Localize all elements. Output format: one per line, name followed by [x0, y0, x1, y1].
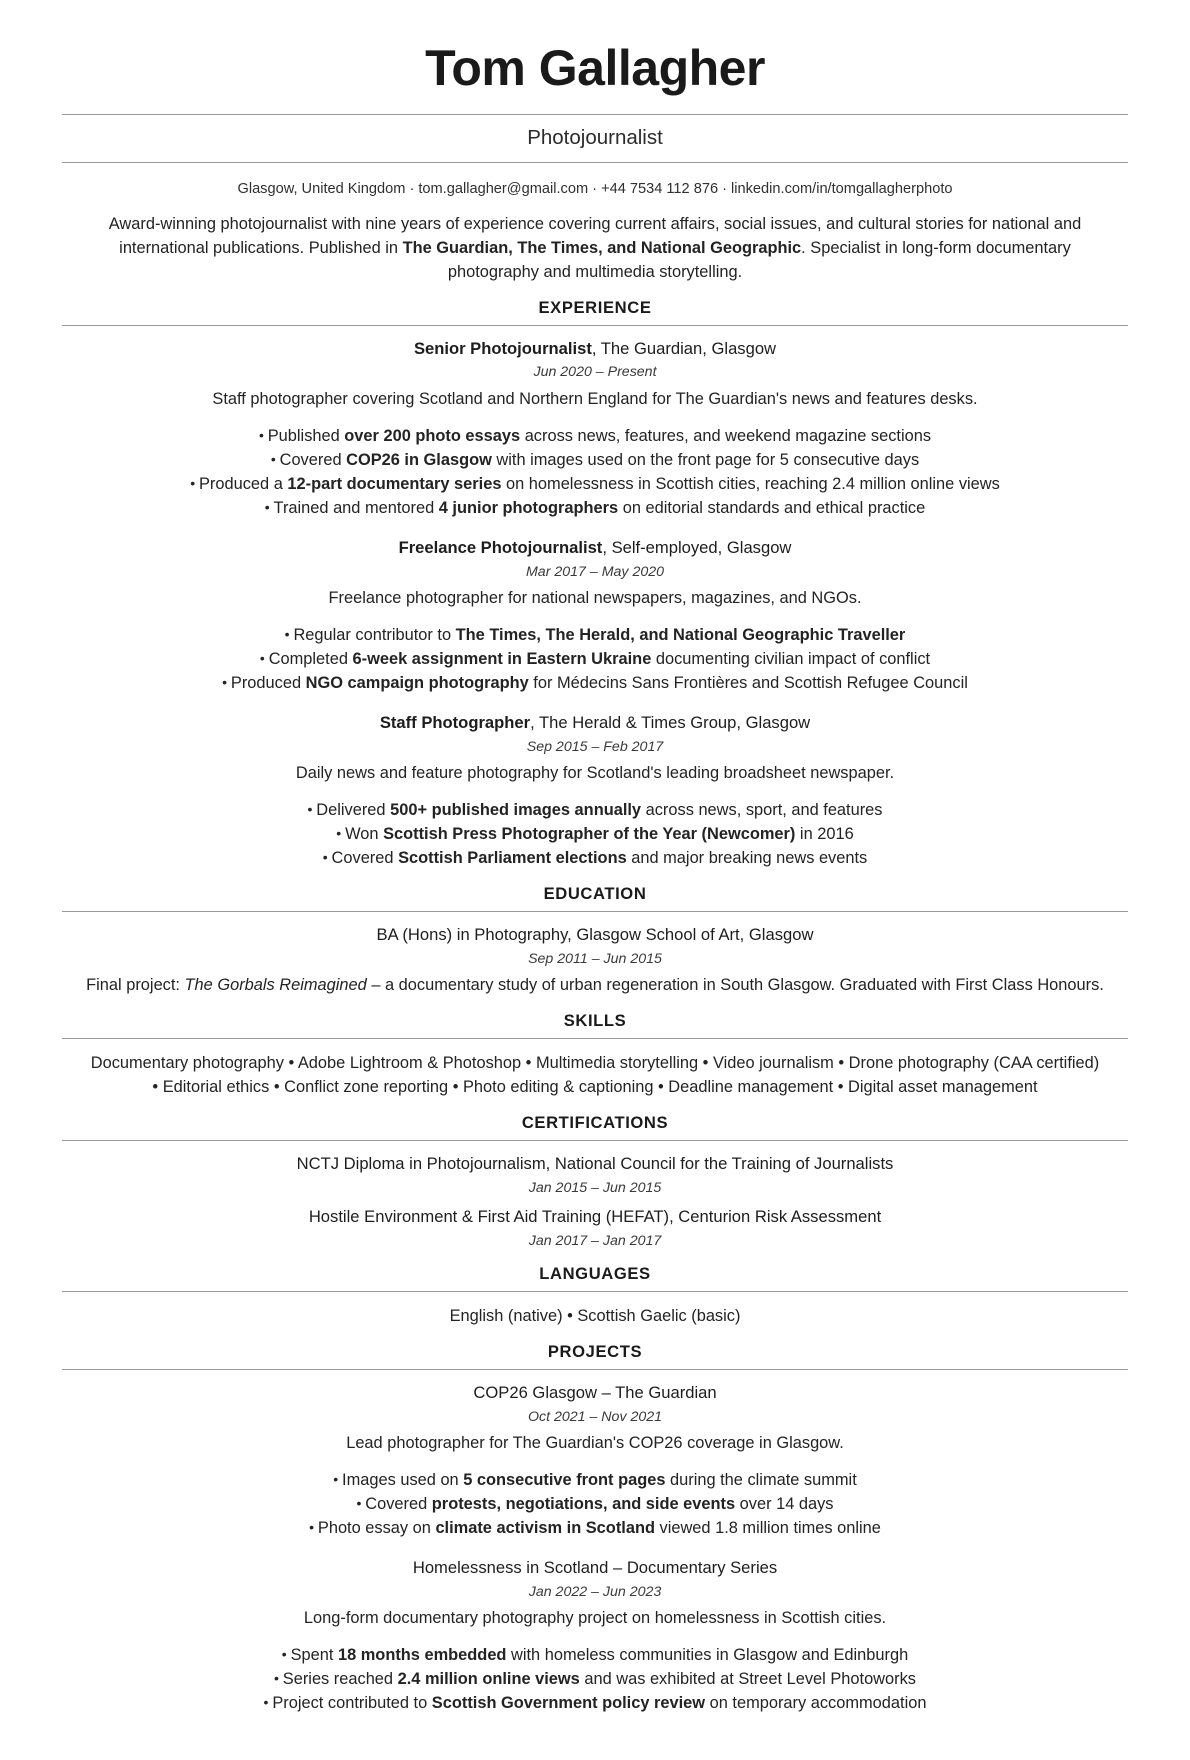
education-entry	[62, 924, 1128, 997]
bullet-pre: Project contributed to	[272, 1694, 432, 1713]
project-entries	[62, 1370, 1128, 1715]
bullet-bold: NGO campaign photography	[305, 674, 529, 693]
list-item	[62, 623, 1128, 647]
job-headline: Photojournalist	[527, 126, 663, 149]
list-item	[62, 647, 1128, 671]
section-title-certifications: CERTIFICATIONS	[521, 1113, 669, 1133]
summary-text-part2: . Specialist in long-form documentary photography and multimedia storytelling.	[447, 238, 1071, 281]
experience-entry-title	[62, 338, 1128, 360]
section-projects	[62, 1342, 1128, 1715]
experience-description: Freelance photographer for national newspapers, magazines, and NGOs.	[328, 588, 862, 607]
experience-dates: Mar 2017 – May 2020	[525, 563, 665, 580]
certification-entry	[62, 1153, 1128, 1197]
section-title-skills: SKILLS	[563, 1011, 627, 1031]
list-item	[62, 1468, 1128, 1492]
certification-name: NCTJ Diploma in Photojournalism, National Council for the Training of Journalists	[296, 1154, 894, 1174]
list-item	[62, 1667, 1128, 1691]
section-languages	[62, 1264, 1128, 1328]
summary-publications: The Guardian, The Times, and National Geographic	[402, 238, 802, 257]
bullet-pre: Produced	[230, 674, 306, 693]
bullet-pre: Spent	[290, 1646, 338, 1665]
education-degree: BA (Hons) in Photography, Glasgow School of Art, Glasgow	[376, 925, 814, 945]
list-item	[62, 671, 1128, 695]
certification-entries	[62, 1141, 1128, 1250]
list-item	[62, 472, 1128, 496]
bullet-pre: Completed	[268, 650, 353, 669]
list-item	[62, 798, 1128, 822]
bullet-post: with homeless communities in Glasgow and Edinburgh	[506, 1646, 909, 1665]
skills-line-2: • Editorial ethics • Conflict zone reporting • Photo editing & captioning • Deadline management • Digital asset management	[152, 1078, 1038, 1097]
bullet-pre: Delivered	[316, 801, 391, 820]
section-certifications	[62, 1113, 1128, 1250]
bullet-post: across news, features, and weekend magazine sections	[520, 426, 932, 445]
bullet-pre: Trained and mentored	[273, 499, 439, 518]
bullet-pre: Covered	[279, 450, 347, 469]
professional-summary	[62, 199, 1128, 284]
certification-name: Hostile Environment & First Aid Training (HEFAT), Centurion Risk Assessment	[308, 1207, 882, 1227]
bullet-post: documenting civilian impact of conflict	[651, 650, 931, 669]
bullet-bold: Scottish Press Photographer of the Year (Newcomer)	[383, 825, 796, 844]
list-item	[62, 1492, 1128, 1516]
experience-description: Staff photographer covering Scotland and Northern England for The Guardian's news and features desks.	[212, 389, 978, 408]
certification-dates: Jan 2017 – Jan 2017	[528, 1232, 662, 1249]
bullet-bold: 12-part documentary series	[287, 474, 502, 493]
list-item	[62, 1516, 1128, 1540]
bullet-bold: 500+ published images annually	[390, 801, 642, 820]
bullet-post: and major breaking news events	[626, 849, 868, 868]
education-project-title: The Gorbals Reimagined	[184, 976, 367, 995]
experience-description: Daily news and feature photography for Scotland's leading broadsheet newspaper.	[295, 764, 895, 783]
bullet-bold: COP26 in Glasgow	[346, 450, 492, 469]
bullet-post: with images used on the front page for 5 consecutive days	[491, 450, 920, 469]
page-title: Tom Gallagher	[425, 40, 765, 96]
list-item	[62, 1643, 1128, 1667]
bullet-pre: Covered	[331, 849, 399, 868]
bullet-post: and was exhibited at Street Level Photoworks	[579, 1670, 916, 1689]
experience-company: , The Guardian, Glasgow	[591, 338, 777, 358]
bullet-bold: 6-week assignment in Eastern Ukraine	[352, 650, 652, 669]
section-title-projects: PROJECTS	[547, 1342, 643, 1362]
bullet-pre: Images used on	[342, 1471, 464, 1490]
project-name: Homelessness in Scotland – Documentary Series	[412, 1558, 778, 1578]
skills-line-1: Documentary photography • Adobe Lightroom & Photoshop • Multimedia storytelling • Video journalism • Drone photography (CAA certified)	[90, 1054, 1100, 1073]
bullet-bold: 4 junior photographers	[438, 499, 619, 518]
experience-entry	[62, 537, 1128, 695]
bullet-post: viewed 1.8 million times online	[654, 1519, 881, 1538]
education-detail-post: – a documentary study of urban regeneration in South Glasgow. Graduated with First Class Honours.	[366, 976, 1104, 995]
experience-entries	[62, 326, 1128, 871]
experience-role: Staff Photographer	[379, 713, 531, 733]
bullet-pre: Published	[267, 426, 345, 445]
project-description: Long-form documentary photography project on homelessness in Scottish cities.	[303, 1609, 887, 1628]
list-item	[62, 822, 1128, 846]
project-dates: Oct 2021 – Nov 2021	[527, 1408, 663, 1425]
section-education	[62, 884, 1128, 997]
education-entries	[62, 912, 1128, 997]
bullet-bold: The Times, The Herald, and National Geographic Traveller	[455, 625, 906, 644]
summary-text-part1: Award-winning photojournalist with nine years of experience covering current affairs, social issues, and cultural stories for national and international publications. Published in	[108, 214, 1082, 257]
bullet-bold: 2.4 million online views	[397, 1670, 580, 1689]
project-entry	[62, 1557, 1128, 1715]
bullet-bold: Scottish Government policy review	[431, 1694, 706, 1713]
bullet-post: on homelessness in Scottish cities, reaching 2.4 million online views	[501, 474, 1000, 493]
list-item	[62, 496, 1128, 520]
project-description: Lead photographer for The Guardian's COP26 coverage in Glasgow.	[346, 1434, 844, 1453]
experience-entry	[62, 712, 1128, 870]
experience-role: Senior Photojournalist	[413, 338, 592, 358]
bullet-post: in 2016	[795, 825, 854, 844]
section-title-experience: EXPERIENCE	[538, 297, 652, 317]
list-item	[62, 448, 1128, 472]
bullet-post: on temporary accommodation	[705, 1694, 927, 1713]
bullet-pre: Won	[345, 825, 384, 844]
languages-line: English (native) • Scottish Gaelic (basic)	[449, 1307, 741, 1326]
project-entry	[62, 1382, 1128, 1540]
certification-dates: Jan 2015 – Jun 2015	[528, 1179, 662, 1196]
bullet-bold: 18 months embedded	[337, 1646, 507, 1665]
list-item	[62, 424, 1128, 448]
contact-line: Glasgow, United Kingdom · tom.gallagher@gmail.com · +44 7534 112 876 · linkedin.com/in/tomgallagherphoto	[237, 180, 953, 197]
bullet-pre: Regular contributor to	[293, 625, 456, 644]
bullet-post: on editorial standards and ethical practice	[618, 499, 926, 518]
bullet-post: for Médecins Sans Frontières and Scottish Refugee Council	[528, 674, 968, 693]
section-title-education: EDUCATION	[543, 884, 647, 904]
education-detail	[62, 968, 1128, 997]
languages-body	[62, 1292, 1128, 1328]
section-experience	[62, 298, 1128, 871]
list-item	[62, 1691, 1128, 1715]
bullet-pre: Photo essay on	[317, 1519, 436, 1538]
experience-bullet-list	[62, 424, 1128, 520]
project-dates: Jan 2022 – Jun 2023	[528, 1583, 662, 1600]
list-item	[62, 846, 1128, 870]
experience-dates: Jun 2020 – Present	[533, 364, 657, 381]
experience-bullet-list	[62, 798, 1128, 870]
experience-role: Freelance Photojournalist	[398, 538, 603, 558]
bullet-post: over 14 days	[735, 1495, 834, 1514]
bullet-bold: climate activism in Scotland	[435, 1519, 655, 1538]
project-bullet-list	[62, 1468, 1128, 1540]
project-bullet-list	[62, 1643, 1128, 1715]
experience-bullet-list	[62, 623, 1128, 695]
section-title-languages: LANGUAGES	[539, 1264, 651, 1284]
experience-entry-title	[62, 537, 1128, 559]
skills-body	[62, 1039, 1128, 1099]
bullet-bold: protests, negotiations, and side events	[431, 1495, 736, 1514]
section-skills	[62, 1011, 1128, 1099]
bullet-bold: 5 consecutive front pages	[463, 1471, 666, 1490]
experience-entry	[62, 338, 1128, 520]
experience-company: , Self-employed, Glasgow	[602, 538, 792, 558]
education-dates: Sep 2011 – Jun 2015	[528, 950, 662, 967]
experience-company: , The Herald & Times Group, Glasgow	[530, 713, 811, 733]
bullet-pre: Covered	[365, 1495, 432, 1514]
bullet-pre: Series reached	[282, 1670, 398, 1689]
project-name: COP26 Glasgow – The Guardian	[473, 1383, 717, 1403]
experience-dates: Sep 2015 – Feb 2017	[526, 738, 664, 755]
experience-entry-title	[62, 712, 1128, 734]
bullet-post: across news, sport, and features	[641, 801, 883, 820]
bullet-bold: Scottish Parliament elections	[398, 849, 627, 868]
bullet-bold: over 200 photo essays	[344, 426, 521, 445]
certification-entry	[62, 1206, 1128, 1250]
bullet-post: during the climate summit	[665, 1471, 857, 1490]
education-detail-pre: Final project:	[86, 976, 185, 995]
bullet-pre: Produced a	[198, 474, 288, 493]
